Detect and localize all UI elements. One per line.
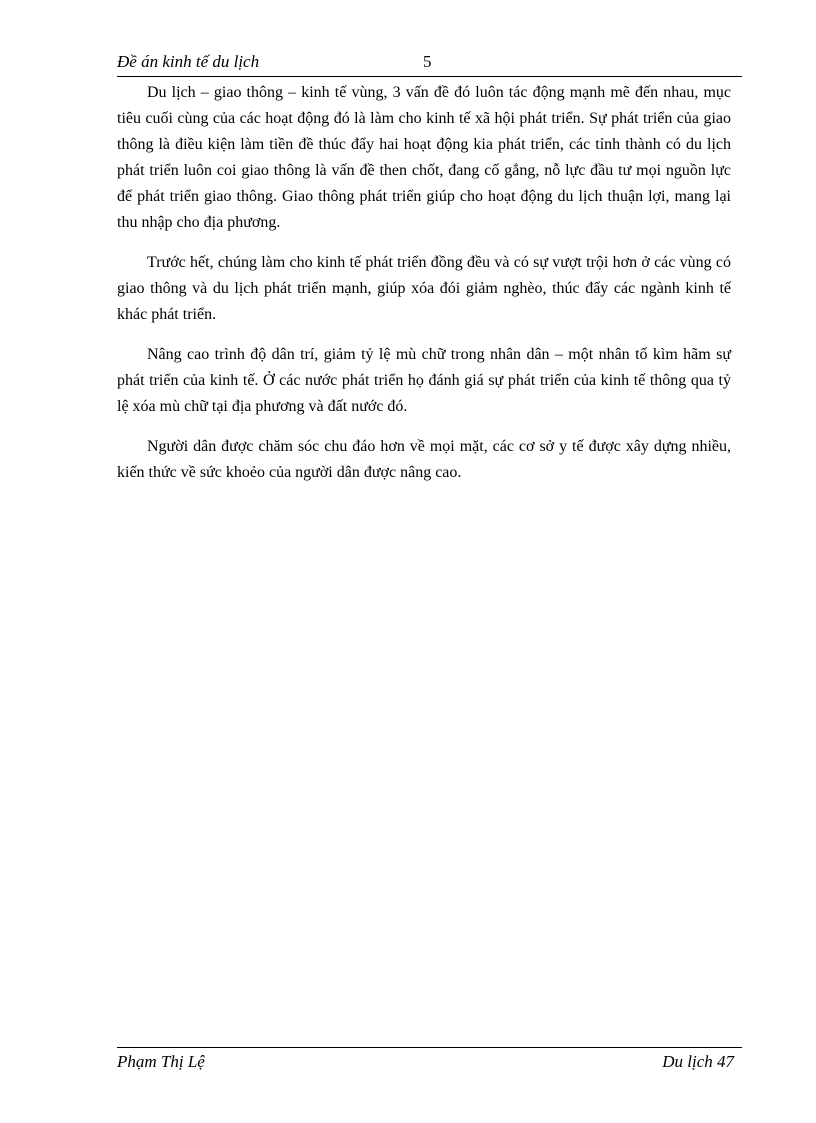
body-paragraph-1: Du lịch – giao thông – kinh tế vùng, 3 vấn đề đó luôn tác động mạnh mẽ đến nhau, mục tiêu cuối cùng của các hoạt động đó là làm cho kinh tế xã hội phát triển. Sự phát triển của giao thông là điều kiện làm tiền đề thúc đẩy hai hoạt động kia phát triển, các tỉnh thành có du lịch phát triển luôn coi giao thông là vấn đề then chốt, đang cố gắng, nỗ lực đầu tư mọi nguồn lực để phát triển giao thông. Giao thông phát triển giúp cho hoạt động du lịch thuận lợi, mang lại thu nhập cho địa phương. (117, 84, 731, 231)
body-paragraph-2: Trước hết, chúng làm cho kinh tế phát triển đồng đều và có sự vượt trội hơn ở các vùng có giao thông và du lịch phát triển mạnh, giúp xóa đói giảm nghèo, thúc đẩy các ngành kinh tế khác phát triển. (117, 254, 731, 323)
footer-section: Du lịch 47 (662, 1052, 734, 1071)
document-body (117, 80, 731, 500)
page-footer (117, 1047, 742, 1078)
body-paragraph-4: Người dân được chăm sóc chu đáo hơn về mọi mặt, các cơ sở y tế được xây dựng nhiều, kiến thức về sức khoẻo của người dân được nâng cao. (117, 438, 731, 481)
page-number: 5 (423, 52, 432, 71)
document-title: Đề án kinh tế du lịch (117, 52, 260, 71)
body-paragraph-3: Nâng cao trình độ dân trí, giảm tỷ lệ mù chữ trong nhân dân – một nhân tố kìm hãm sự phát triển của kinh tế. Ở các nước phát triển họ đánh giá sự phát triển của kinh tế thông qua tỷ lệ xóa mù chữ tại địa phương và đất nước đó. (117, 346, 731, 415)
footer-author: Phạm Thị Lệ (117, 1052, 205, 1071)
page-header (117, 50, 742, 77)
